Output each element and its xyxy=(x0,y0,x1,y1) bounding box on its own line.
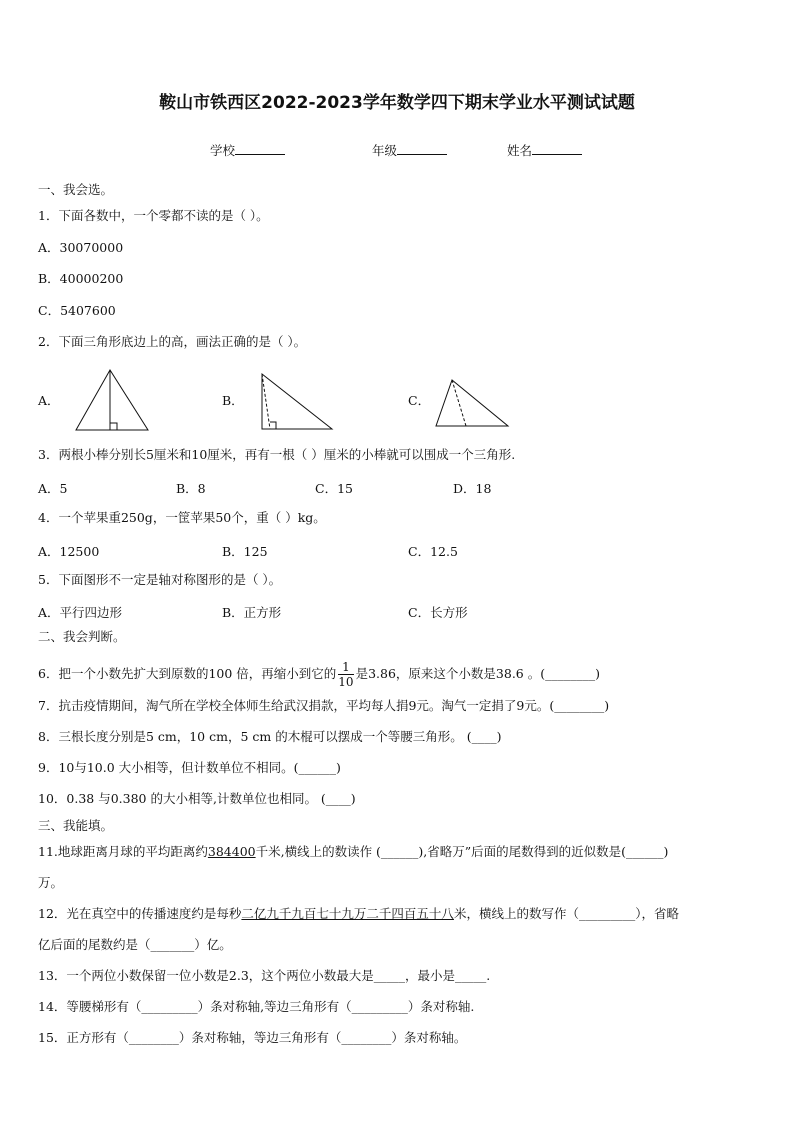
q4-option-a[interactable]: A．12500 xyxy=(38,544,100,559)
triangle-b-figure xyxy=(256,371,336,431)
question-15: 15．正方形有（________）条对称轴，等边三角形有（________）条对称轴。 xyxy=(38,1030,467,1045)
section-3-heading: 三、我能填。 xyxy=(38,818,114,833)
q5-option-c[interactable]: C．长方形 xyxy=(408,605,468,620)
q5-option-b[interactable]: B．正方形 xyxy=(222,605,282,620)
grade-field xyxy=(372,141,447,159)
fraction-denominator: 10 xyxy=(338,675,354,689)
q11-text-post: 千米,横线上的数读作 (______),省略万”后面的尾数得到的近似数是(______) xyxy=(255,844,669,859)
q2-option-b[interactable]: B． xyxy=(222,393,244,408)
grade-label: 年级 xyxy=(372,143,398,158)
triangle-c-figure xyxy=(432,378,514,430)
section-1-heading: 一、我会选。 xyxy=(38,182,114,197)
fraction xyxy=(338,660,353,689)
q12-continuation: 亿后面的尾数约是（_______）亿。 xyxy=(38,937,232,952)
question-5: 5．下面图形不一定是轴对称图形的是（ ）。 xyxy=(38,572,282,587)
school-field xyxy=(210,141,285,159)
question-11 xyxy=(38,844,668,860)
grade-blank[interactable] xyxy=(397,142,447,155)
section-2-heading: 二、我会判断。 xyxy=(38,629,126,644)
school-blank[interactable] xyxy=(235,142,285,155)
question-13: 13．一个两位小数保留一位小数是2.3，这个两位小数最大是_____，最小是_____. xyxy=(38,968,491,983)
question-7: 7．抗击疫情期间，淘气所在学校全体师生给武汉捐款，平均每人捐9元。淘气一定捐了9元。(________) xyxy=(38,698,610,713)
q3-option-d[interactable]: D．18 xyxy=(453,481,492,496)
q5-option-a[interactable]: A．平行四边形 xyxy=(38,605,123,620)
school-label: 学校 xyxy=(210,143,236,158)
question-2: 2．下面三角形底边上的高，画法正确的是（ ）。 xyxy=(38,334,307,349)
q3-option-c[interactable]: C．15 xyxy=(315,481,353,496)
q6-text-post: 是3.86，原来这个小数是38.6 。(________) xyxy=(355,666,600,681)
q11-continuation: 万。 xyxy=(38,875,64,890)
q3-option-b[interactable]: B．8 xyxy=(176,481,206,496)
page-title: 鞍山市铁西区2022-2023学年数学四下期末学业水平测试试题 xyxy=(159,93,635,113)
name-blank[interactable] xyxy=(532,142,582,155)
q1-option-b[interactable]: B．40000200 xyxy=(38,271,124,286)
question-8: 8．三根长度分别是5 cm，10 cm，5 cm 的木棍可以摆成一个等腰三角形。 (____) xyxy=(38,729,502,744)
q1-option-a[interactable]: A．30070000 xyxy=(38,240,124,255)
q11-text-pre: 11.地球距离月球的平均距离约 xyxy=(38,844,208,859)
fraction-numerator: 1 xyxy=(338,660,353,675)
q6-text-pre: 6．把一个小数先扩大到原数的100 倍，再缩小到它的 xyxy=(38,666,337,681)
question-9: 9．10与10.0 大小相等，但计数单位不相同。(______) xyxy=(38,760,341,775)
name-field xyxy=(507,141,582,159)
q12-text-post: 米，横线上的数写作（_________），省略 xyxy=(453,906,679,921)
question-6 xyxy=(38,660,600,689)
question-14: 14．等腰梯形有（_________）条对称轴,等边三角形有（_________）条对称轴. xyxy=(38,999,475,1014)
question-1: 1．下面各数中，一个零都不读的是（ ）。 xyxy=(38,208,269,223)
q2-option-c[interactable]: C． xyxy=(408,393,431,408)
q4-option-c[interactable]: C．12.5 xyxy=(408,544,458,559)
q1-option-c[interactable]: C．5407600 xyxy=(38,303,116,318)
q12-text-pre: 12．光在真空中的传播速度约是每秒 xyxy=(38,906,242,921)
q3-option-a[interactable]: A．5 xyxy=(38,481,68,496)
question-12 xyxy=(38,906,679,922)
question-10: 10．0.38 与0.380 的大小相等,计数单位也相同。 (____) xyxy=(38,791,356,806)
q11-underlined-number: 384400 xyxy=(207,844,256,859)
q12-underlined-number: 二亿九千九百七十九万二千四百五十八 xyxy=(241,906,454,921)
q2-option-a[interactable]: A． xyxy=(38,393,60,408)
triangle-a-figure xyxy=(72,368,152,432)
question-4: 4．一个苹果重250g，一筐苹果50个，重（ ）kg。 xyxy=(38,510,326,525)
q4-option-b[interactable]: B．125 xyxy=(222,544,268,559)
name-label: 姓名 xyxy=(507,143,533,158)
question-3: 3．两根小棒分别长5厘米和10厘米，再有一根（ ）厘米的小棒就可以围成一个三角形. xyxy=(38,447,516,462)
